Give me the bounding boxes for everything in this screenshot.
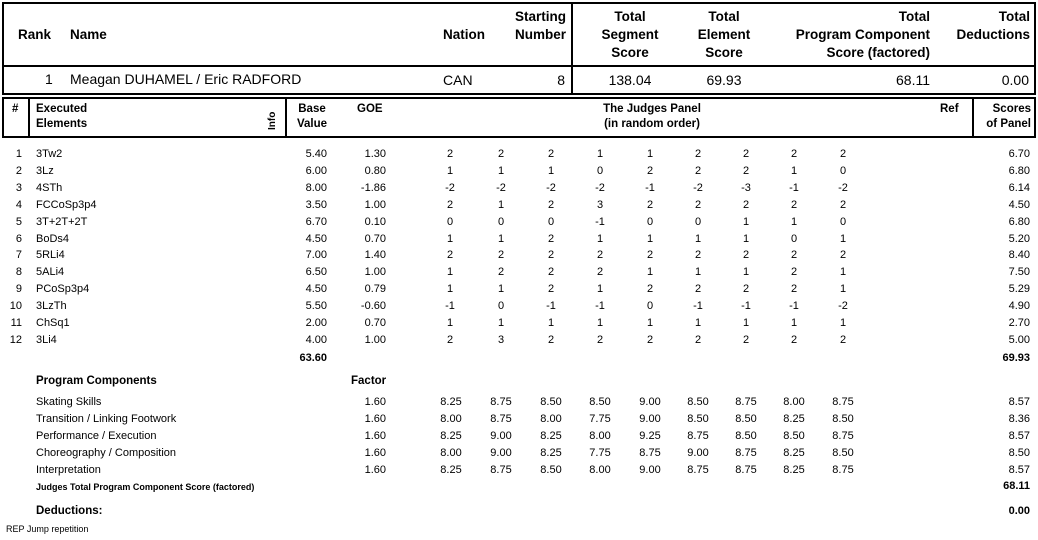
element-judge-score: -2 <box>445 181 455 194</box>
element-goe: 0.10 <box>364 215 386 228</box>
element-judge-score: 1 <box>839 266 847 279</box>
factor-header: Factor <box>351 375 387 387</box>
component-judge-score: 9.00 <box>490 446 512 459</box>
element-base-value: 5.40 <box>305 148 327 160</box>
element-judge-score: 1 <box>446 164 454 177</box>
program-components-title: Program Components <box>36 375 157 387</box>
element-base-value: 6.00 <box>305 164 327 177</box>
element-judge-score: -1 <box>595 215 605 228</box>
element-number: 4 <box>15 198 22 211</box>
element-judge-score: 0 <box>839 215 847 228</box>
element-panel-score: 5.00 <box>1008 333 1030 346</box>
component-judge-score: 8.75 <box>735 396 757 408</box>
element-number: 3 <box>15 181 22 194</box>
skater-nation: CAN <box>443 72 473 88</box>
component-judge-score: 8.75 <box>687 463 709 476</box>
element-judge-score: 2 <box>646 283 654 296</box>
element-judge-score: 2 <box>646 198 654 211</box>
deductions-value: 0.00 <box>1008 505 1030 517</box>
element-judge-score: -2 <box>838 181 848 194</box>
element-judge-score: 2 <box>790 148 798 160</box>
element-judge-score: 1 <box>742 215 750 228</box>
element-judge-score: 0 <box>839 164 847 177</box>
judges-panel-header: The Judges Panel (in random order) <box>603 103 701 130</box>
element-judge-score: 0 <box>547 215 555 228</box>
component-judge-score: 8.75 <box>735 446 757 459</box>
element-name: 5ALi4 <box>36 266 65 279</box>
element-judge-score: -1 <box>789 181 799 194</box>
element-name: 5RLi4 <box>36 249 65 262</box>
element-judge-score: 2 <box>446 333 454 346</box>
element-judge-score: 2 <box>839 333 847 346</box>
component-panel-score: 8.36 <box>1008 412 1030 425</box>
element-judge-score: 2 <box>694 283 702 296</box>
element-judge-score: 2 <box>547 232 555 245</box>
element-judge-score: 1 <box>839 283 847 296</box>
component-judge-score: 8.75 <box>490 463 512 476</box>
starting-number-header: Starting Number <box>514 9 566 42</box>
element-name: 3Tw2 <box>36 148 63 160</box>
component-panel-score: 8.57 <box>1008 463 1030 476</box>
element-base-value: 4.00 <box>305 333 327 346</box>
element-goe: 1.00 <box>364 266 386 279</box>
element-judge-score: 1 <box>446 266 454 279</box>
element-judge-score: 2 <box>596 249 604 262</box>
element-judge-score: 1 <box>790 164 798 177</box>
element-judge-score: 1 <box>446 283 454 296</box>
element-judge-score: 1 <box>646 148 654 160</box>
element-goe: 0.80 <box>364 164 386 177</box>
element-panel-score: 4.50 <box>1008 198 1030 211</box>
element-judge-score: 1 <box>596 317 604 329</box>
component-name: Performance / Execution <box>36 429 157 442</box>
element-name: PCoSp3p4 <box>36 283 90 296</box>
component-judge-score: 8.50 <box>589 396 611 408</box>
element-judge-score: 1 <box>596 232 604 245</box>
element-judge-score: 1 <box>497 198 505 211</box>
element-judge-score: -2 <box>838 300 848 313</box>
component-judge-score: 8.50 <box>540 463 562 476</box>
element-judge-score: 1 <box>646 266 654 279</box>
component-judge-score: 7.75 <box>589 446 611 459</box>
element-judge-score: 2 <box>646 249 654 262</box>
component-judge-score: 8.00 <box>540 412 562 425</box>
component-judge-score: 8.75 <box>687 429 709 442</box>
element-judge-score: -1 <box>546 300 556 313</box>
component-judge-score: 9.00 <box>639 396 661 408</box>
component-name: Choreography / Composition <box>36 446 177 459</box>
element-judge-score: 2 <box>497 148 505 160</box>
elements-header-box <box>2 97 1036 138</box>
element-judge-score: 1 <box>547 164 555 177</box>
summary-divider <box>2 65 1036 67</box>
element-number: 1 <box>15 148 22 160</box>
component-factor: 1.60 <box>364 446 386 459</box>
element-judge-score: -1 <box>693 300 703 313</box>
element-base-value: 2.00 <box>305 317 327 329</box>
nation-header: Nation <box>443 27 485 42</box>
skater-ded: 0.00 <box>1001 72 1029 88</box>
element-goe: -0.60 <box>360 300 386 313</box>
element-number: 12 <box>9 333 22 346</box>
info-header: Info <box>267 111 278 130</box>
element-panel-score: 5.29 <box>1008 283 1030 296</box>
element-judge-score: 3 <box>497 333 505 346</box>
component-judge-score: 8.00 <box>440 412 462 425</box>
component-judge-score: 8.75 <box>639 446 661 459</box>
element-judge-score: -1 <box>645 181 655 194</box>
element-base-value: 8.00 <box>305 181 327 194</box>
component-judge-score: 8.00 <box>440 446 462 459</box>
element-judge-score: 1 <box>446 317 454 329</box>
element-panel-score: 2.70 <box>1008 317 1030 329</box>
element-judge-score: 0 <box>646 300 654 313</box>
element-judge-score: 1 <box>646 232 654 245</box>
element-judge-score: 2 <box>790 333 798 346</box>
component-panel-score: 8.50 <box>1008 446 1030 459</box>
name-header: Name <box>70 27 107 42</box>
elements-header-vline-2 <box>285 97 287 138</box>
component-judge-score: 8.25 <box>440 463 462 476</box>
element-judge-score: 2 <box>742 198 750 211</box>
element-judge-score: -1 <box>595 300 605 313</box>
component-judge-score: 8.25 <box>783 412 805 425</box>
element-judge-score: 2 <box>547 283 555 296</box>
element-judge-score: 2 <box>694 198 702 211</box>
num-header: # <box>12 103 19 115</box>
element-judge-score: 1 <box>646 317 654 329</box>
element-panel-score: 8.40 <box>1008 249 1030 262</box>
element-judge-score: 2 <box>742 249 750 262</box>
element-judge-score: 2 <box>839 148 847 160</box>
element-judge-score: 1 <box>742 266 750 279</box>
element-judge-score: 0 <box>497 215 505 228</box>
element-panel-score: 6.70 <box>1008 148 1030 160</box>
component-judge-score: 8.75 <box>832 396 854 408</box>
element-name: FCCoSp3p4 <box>36 198 97 211</box>
tes-header: Total Element Score <box>697 9 751 60</box>
element-judge-score: 1 <box>742 317 750 329</box>
element-judge-score: 1 <box>497 164 505 177</box>
element-judge-score: 1 <box>497 283 505 296</box>
component-factor: 1.60 <box>364 429 386 442</box>
element-name: 3Lz <box>36 164 54 177</box>
skater-start: 8 <box>557 72 565 88</box>
component-judge-score: 8.25 <box>440 429 462 442</box>
component-judge-score: 7.75 <box>589 412 611 425</box>
component-judge-score: 8.50 <box>832 412 854 425</box>
element-panel-score: 4.90 <box>1008 300 1030 313</box>
element-judge-score: -2 <box>693 181 703 194</box>
skater-tes: 69.93 <box>706 72 742 88</box>
component-judge-score: 9.00 <box>639 412 661 425</box>
elements-header-vline-1 <box>28 97 30 138</box>
skater-name: Meagan DUHAMEL / Eric RADFORD <box>70 71 302 87</box>
element-judge-score: 0 <box>646 215 654 228</box>
component-judge-score: 8.25 <box>540 446 562 459</box>
element-number: 9 <box>15 283 22 296</box>
element-panel-score: 6.80 <box>1008 215 1030 228</box>
element-judge-score: -1 <box>789 300 799 313</box>
ref-header: Ref <box>940 103 959 115</box>
element-judge-score: 2 <box>839 198 847 211</box>
element-judge-score: -2 <box>595 181 605 194</box>
element-judge-score: 2 <box>446 198 454 211</box>
pcs-header: Total Program Component Score (factored) <box>795 9 930 60</box>
element-panel-score: 6.80 <box>1008 164 1030 177</box>
elements-score-total: 69.93 <box>1002 352 1030 364</box>
component-judge-score: 9.25 <box>639 429 661 442</box>
element-number: 10 <box>9 300 22 313</box>
component-panel-score: 8.57 <box>1008 396 1030 408</box>
element-judge-score: 3 <box>596 198 604 211</box>
element-judge-score: 2 <box>547 333 555 346</box>
element-goe: 1.30 <box>364 148 386 160</box>
element-judge-score: -1 <box>741 300 751 313</box>
element-number: 8 <box>15 266 22 279</box>
element-panel-score: 6.14 <box>1008 181 1030 194</box>
deductions-label: Deductions: <box>36 505 103 517</box>
component-judge-score: 9.00 <box>639 463 661 476</box>
component-judge-score: 8.25 <box>440 396 462 408</box>
component-judge-score: 9.00 <box>490 429 512 442</box>
element-judge-score: 2 <box>790 283 798 296</box>
element-judge-score: 2 <box>596 266 604 279</box>
element-judge-score: 2 <box>742 164 750 177</box>
base-value-header: Base Value <box>296 103 328 130</box>
pcs-total-value: 68.11 <box>1003 480 1030 492</box>
elements-header-vline-3 <box>972 97 974 138</box>
element-judge-score: 2 <box>694 249 702 262</box>
element-judge-score: 2 <box>742 333 750 346</box>
scores-of-panel-header: Scores of Panel <box>986 103 1031 130</box>
element-judge-score: 1 <box>547 317 555 329</box>
skater-pcs: 68.11 <box>896 72 930 88</box>
element-judge-score: 2 <box>742 148 750 160</box>
component-factor: 1.60 <box>364 412 386 425</box>
component-judge-score: 8.50 <box>687 396 709 408</box>
element-name: BoDs4 <box>36 232 70 245</box>
element-judge-score: 1 <box>839 232 847 245</box>
element-judge-score: 2 <box>790 198 798 211</box>
executed-elements-header: Executed Elements <box>36 103 88 130</box>
element-panel-score: 5.20 <box>1008 232 1030 245</box>
skater-tss: 138.04 <box>608 72 652 88</box>
element-judge-score: -3 <box>741 181 751 194</box>
element-judge-score: 2 <box>547 266 555 279</box>
element-judge-score: 2 <box>446 249 454 262</box>
component-judge-score: 8.75 <box>490 412 512 425</box>
element-goe: 0.79 <box>364 283 386 296</box>
component-judge-score: 8.75 <box>490 396 512 408</box>
element-judge-score: 2 <box>646 333 654 346</box>
element-number: 5 <box>15 215 22 228</box>
element-number: 2 <box>15 164 22 177</box>
element-judge-score: 1 <box>839 317 847 329</box>
element-judge-score: 2 <box>694 148 702 160</box>
component-name: Skating Skills <box>36 396 102 408</box>
element-judge-score: 1 <box>694 317 702 329</box>
component-judge-score: 8.50 <box>783 429 805 442</box>
element-judge-score: -2 <box>496 181 506 194</box>
element-judge-score: 1 <box>497 317 505 329</box>
element-judge-score: 2 <box>547 198 555 211</box>
pcs-total-label: Judges Total Program Component Score (factored) <box>36 482 255 492</box>
element-judge-score: 1 <box>742 232 750 245</box>
element-goe: -1.86 <box>360 181 386 194</box>
element-name: 3LzTh <box>36 300 67 313</box>
element-judge-score: 1 <box>694 266 702 279</box>
element-judge-score: -1 <box>445 300 455 313</box>
element-judge-score: 1 <box>497 232 505 245</box>
element-goe: 0.70 <box>364 232 386 245</box>
component-judge-score: 8.25 <box>783 463 805 476</box>
goe-header: GOE <box>357 103 383 115</box>
element-judge-score: 1 <box>790 215 798 228</box>
component-factor: 1.60 <box>364 463 386 476</box>
component-judge-score: 8.25 <box>540 429 562 442</box>
element-judge-score: 2 <box>446 148 454 160</box>
element-panel-score: 7.50 <box>1008 266 1030 279</box>
tss-header: Total Segment Score <box>601 9 659 60</box>
component-judge-score: 8.50 <box>540 396 562 408</box>
component-factor: 1.60 <box>364 396 386 408</box>
component-judge-score: 8.50 <box>687 412 709 425</box>
element-judge-score: 2 <box>646 164 654 177</box>
element-name: 3T+2T+2T <box>36 215 88 228</box>
rank-header: Rank <box>18 27 52 42</box>
component-judge-score: 8.50 <box>735 412 757 425</box>
element-judge-score: 0 <box>446 215 454 228</box>
component-name: Transition / Linking Footwork <box>36 412 177 425</box>
element-goe: 1.00 <box>364 333 386 346</box>
element-judge-score: 2 <box>694 164 702 177</box>
footnote: REP Jump repetition <box>6 524 89 534</box>
element-base-value: 7.00 <box>305 249 327 262</box>
element-base-value: 3.50 <box>305 198 327 211</box>
component-judge-score: 8.00 <box>783 396 805 408</box>
element-base-value: 4.50 <box>305 232 327 245</box>
deductions-header: Total Deductions <box>956 9 1030 42</box>
element-base-value: 4.50 <box>305 283 327 296</box>
base-value-total: 63.60 <box>299 352 327 364</box>
element-judge-score: 0 <box>497 300 505 313</box>
element-number: 7 <box>15 249 22 262</box>
element-number: 11 <box>10 317 22 329</box>
element-number: 6 <box>15 232 22 245</box>
element-judge-score: 2 <box>839 249 847 262</box>
element-judge-score: 2 <box>547 148 555 160</box>
element-judge-score: 1 <box>596 283 604 296</box>
element-judge-score: 2 <box>742 283 750 296</box>
element-judge-score: 0 <box>694 215 702 228</box>
element-judge-score: 2 <box>596 333 604 346</box>
component-name: Interpretation <box>36 463 101 476</box>
component-judge-score: 8.50 <box>735 429 757 442</box>
component-judge-score: 8.75 <box>832 429 854 442</box>
element-name: ChSq1 <box>36 317 70 329</box>
element-judge-score: 0 <box>790 232 798 245</box>
component-judge-score: 8.75 <box>735 463 757 476</box>
element-goe: 1.00 <box>364 198 386 211</box>
element-base-value: 6.50 <box>305 266 327 279</box>
element-judge-score: 2 <box>694 333 702 346</box>
component-judge-score: 8.00 <box>589 429 611 442</box>
element-judge-score: 2 <box>497 266 505 279</box>
element-judge-score: 1 <box>694 232 702 245</box>
component-judge-score: 8.00 <box>589 463 611 476</box>
element-judge-score: 1 <box>446 232 454 245</box>
element-name: 3Li4 <box>36 333 57 346</box>
component-judge-score: 9.00 <box>687 446 709 459</box>
element-judge-score: 2 <box>790 249 798 262</box>
component-judge-score: 8.50 <box>832 446 854 459</box>
element-judge-score: 1 <box>596 148 604 160</box>
component-judge-score: 8.25 <box>783 446 805 459</box>
skater-rank: 1 <box>45 71 53 87</box>
element-judge-score: 2 <box>790 266 798 279</box>
element-goe: 1.40 <box>364 249 386 262</box>
element-judge-score: -2 <box>546 181 556 194</box>
element-goe: 0.70 <box>364 317 386 329</box>
element-base-value: 6.70 <box>305 215 327 228</box>
element-judge-score: 2 <box>547 249 555 262</box>
component-panel-score: 8.57 <box>1008 429 1030 442</box>
element-base-value: 5.50 <box>305 300 327 313</box>
summary-vline <box>571 2 573 95</box>
component-judge-score: 8.75 <box>832 463 854 476</box>
element-name: 4STh <box>36 181 63 194</box>
element-judge-score: 1 <box>790 317 798 329</box>
element-judge-score: 0 <box>596 164 604 177</box>
element-judge-score: 2 <box>497 249 505 262</box>
